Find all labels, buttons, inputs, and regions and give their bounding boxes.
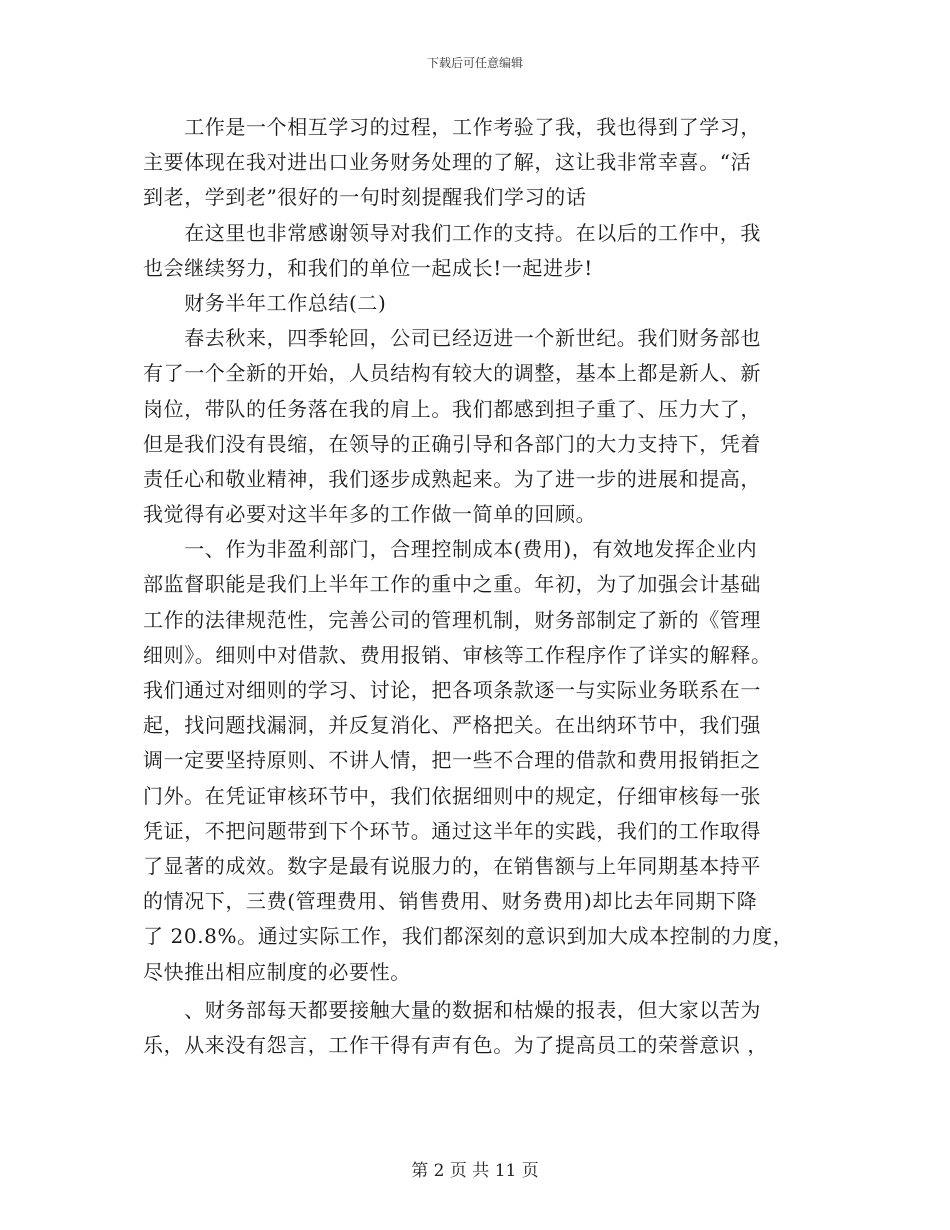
- text-line: 部监督职能是我们上半年工作的重中之重。年初，为了加强会计基础: [143, 572, 761, 597]
- text-line: 了 20.8%。通过实际工作，我们都深刻的意识到加大成本控制的力度，: [143, 924, 794, 949]
- text-line: 我觉得有必要对这半年多的工作做一简单的回顾。: [143, 502, 597, 527]
- text-line: 的情况下，三费(管理费用、销售费用、财务费用)却比去年同期下降: [143, 889, 758, 914]
- text-line: 责任心和敬业精神，我们逐步成熟起来。为了进一步的进展和提高，: [143, 466, 761, 491]
- text-line: 细则》。细则中对借款、费用报销、审核等工作程序作了详实的解释。: [143, 642, 772, 667]
- text-line: 一、作为非盈利部门，合理控制成本(费用)，有效地发挥企业内: [143, 537, 758, 562]
- text-line: 有了一个全新的开始，人员结构有较大的调整，基本上都是新人、新: [143, 361, 761, 386]
- text-line: 但是我们没有畏缩，在领导的正确引导和各部门的大力支持下，凭着: [143, 431, 761, 456]
- document-body: [143, 110, 813, 1063]
- text-line: 在这里也非常感谢领导对我们工作的支持。在以后的工作中，我: [143, 220, 761, 245]
- text-line: 门外。在凭证审核环节中，我们依据细则中的规定，仔细审核每一张: [143, 783, 761, 808]
- page-footer: 第 2 页 共 11 页: [411, 1161, 539, 1181]
- text-line: 凭证，不把问题带到下个环节。通过这半年的实践，我们的工作取得: [143, 818, 761, 843]
- text-line: 我们通过对细则的学习、讨论，把各项条款逐一与实际业务联系在一: [143, 678, 761, 702]
- text-line: 到老，学到老”很好的一句时刻提醒我们学习的话: [143, 185, 587, 210]
- text-line: 乐，从来没有怨言，工作干得有声有色。为了提高员工的荣誉意识 ，: [143, 1032, 768, 1057]
- text-line: 、财务部每天都要接触大量的数据和枯燥的报表，但大家以苦为: [143, 997, 761, 1022]
- page-header: 下载后可任意编辑: [426, 56, 523, 70]
- text-line: 调一定要坚持原则、不讲人情，把一些不合理的借款和费用报销拒之: [143, 748, 761, 773]
- text-line: 春去秋来，四季轮回，公司已经迈进一个新世纪。我们财务部也: [143, 326, 761, 351]
- text-line: 了显著的成效。数字是最有说服力的，在销售额与上年同期基本持平: [143, 853, 761, 878]
- text-line: 工作的法律规范性，完善公司的管理机制，财务部制定了新的《管理: [143, 607, 761, 632]
- text-line: 起，找问题找漏洞，并反复消化、严格把关。在出纳环节中，我们强: [143, 713, 761, 738]
- text-line: 主要体现在我对进出口业务财务处理的了解，这让我非常幸喜。“活: [143, 150, 752, 175]
- text-line: 也会继续努力，和我们的单位一起成长!一起进步!: [143, 255, 593, 280]
- text-line: 岗位，带队的任务落在我的肩上。我们都感到担子重了、压力大了，: [143, 396, 761, 421]
- section-title: 财务半年工作总结(二): [143, 290, 387, 315]
- text-line: 尽快推出相应制度的必要性。: [143, 959, 411, 984]
- text-line: 工作是一个相互学习的过程，工作考验了我，我也得到了学习，: [143, 115, 761, 139]
